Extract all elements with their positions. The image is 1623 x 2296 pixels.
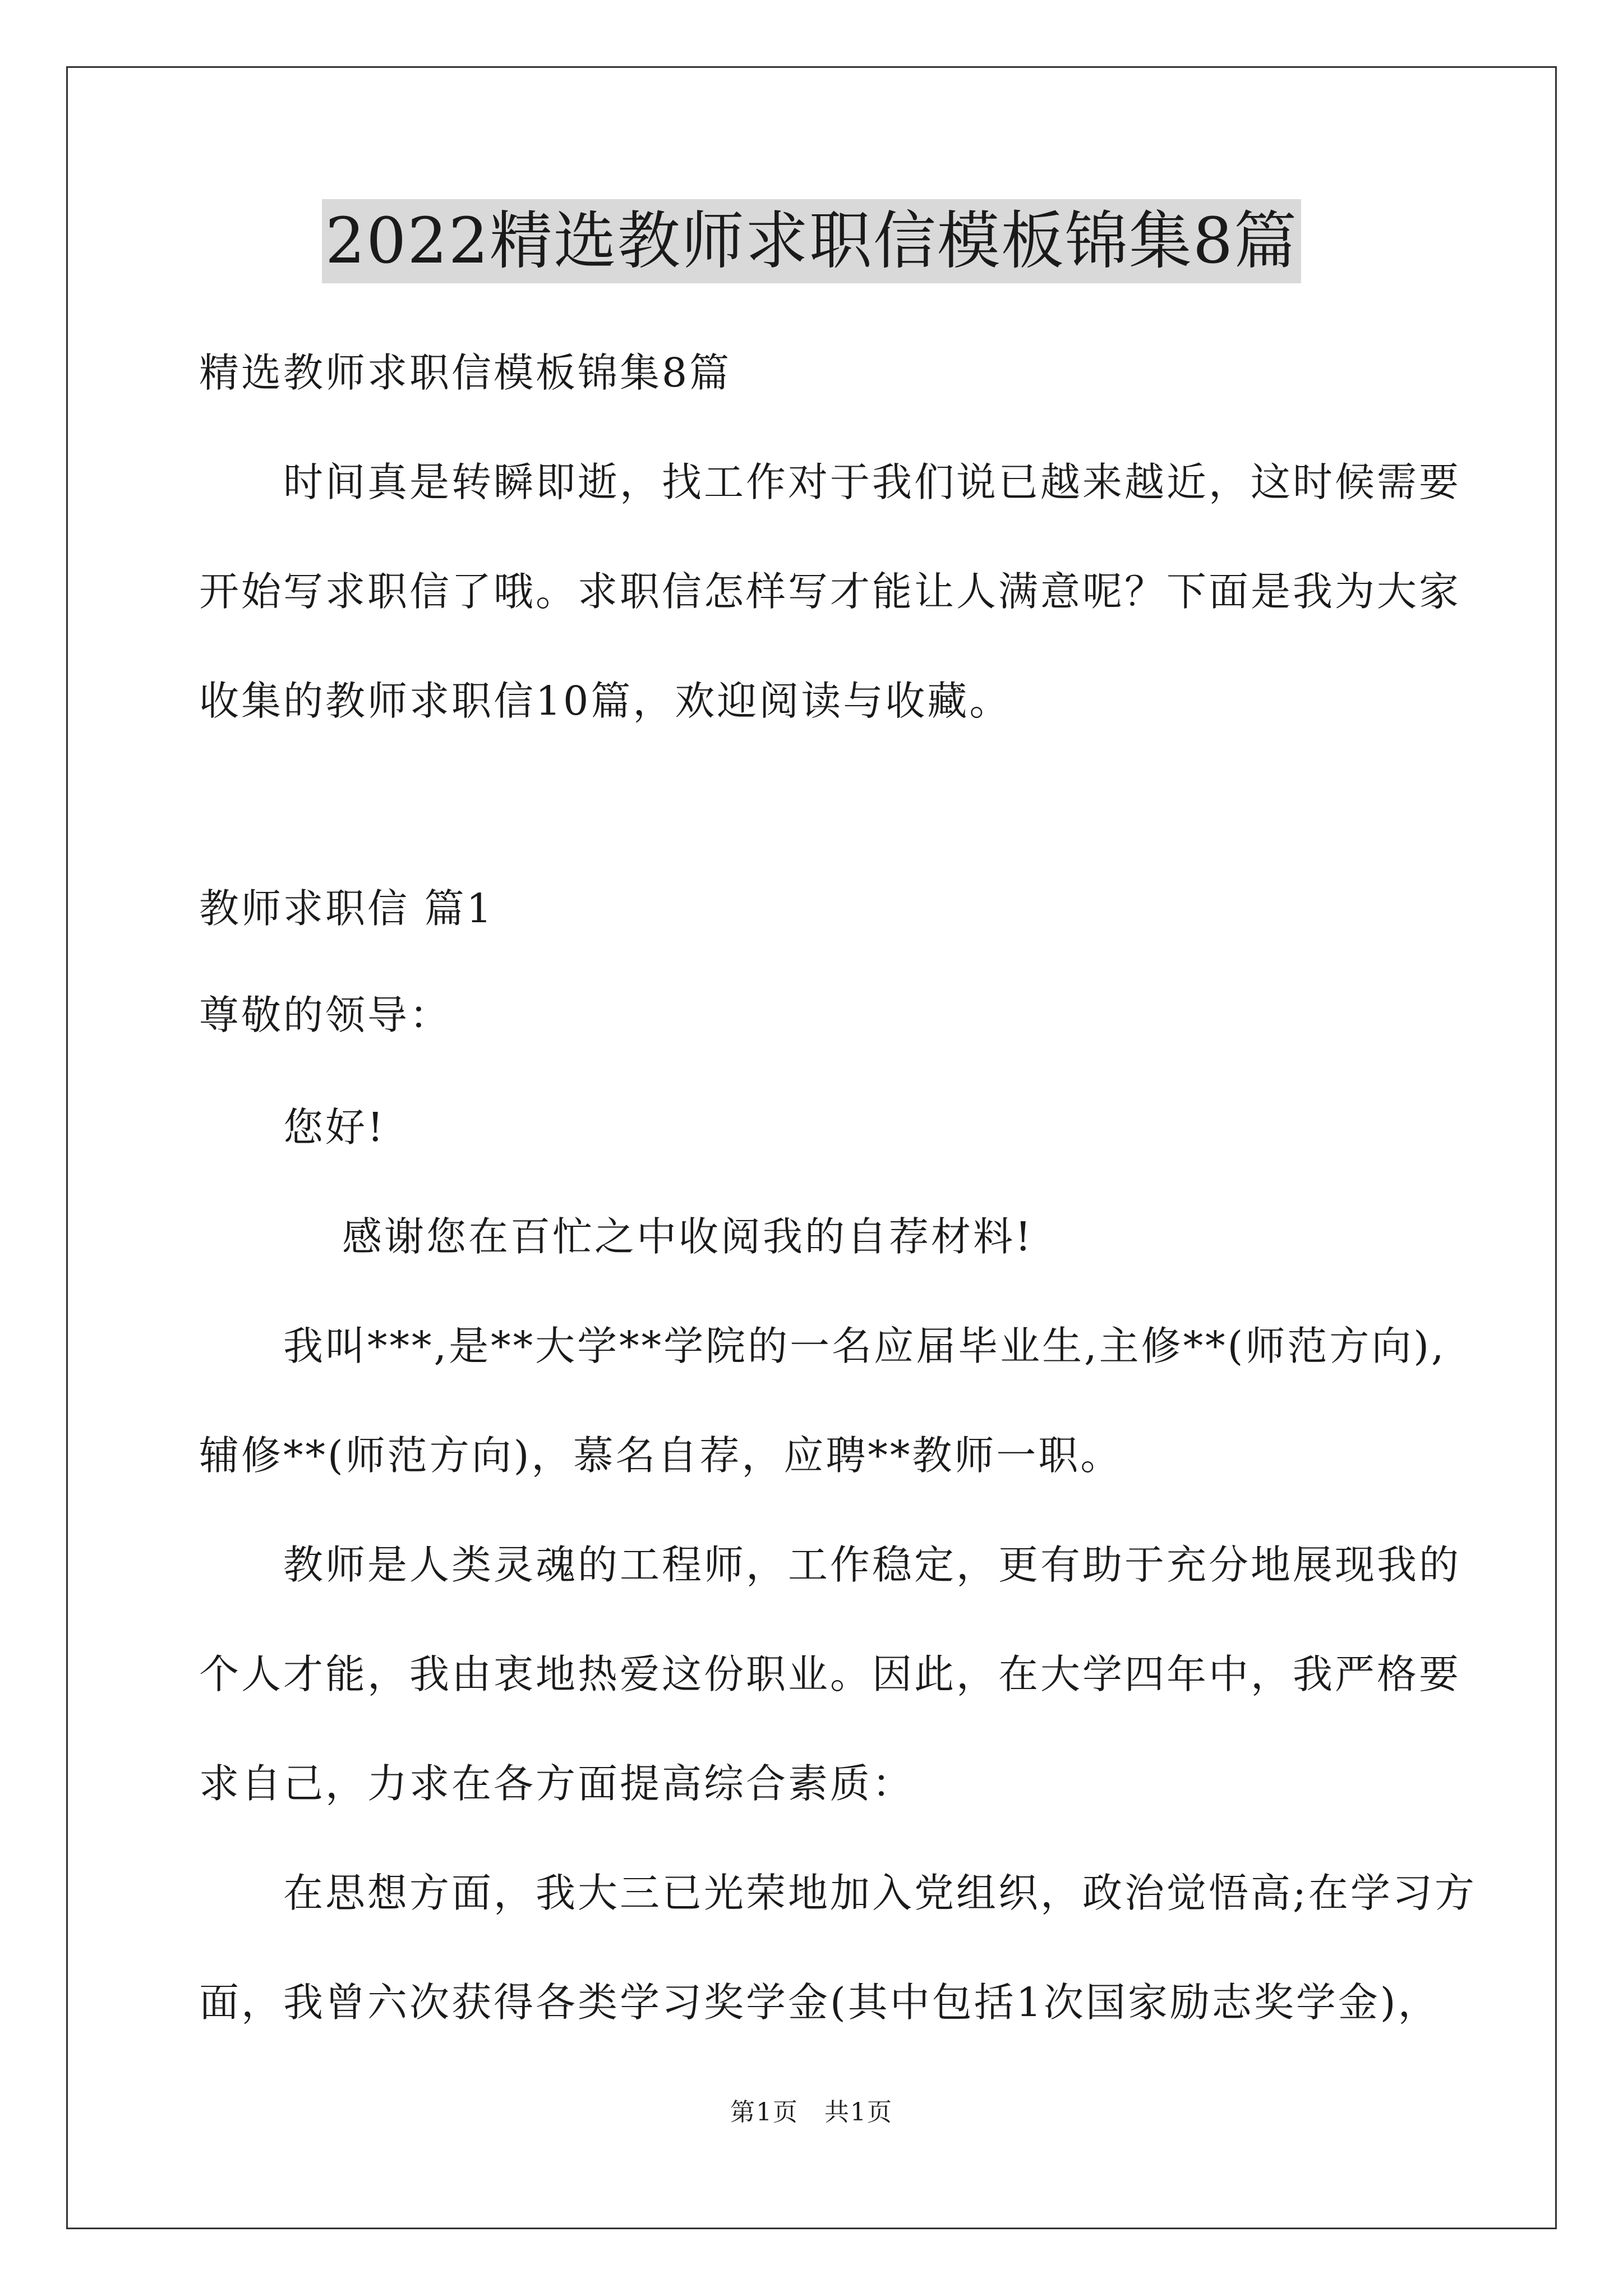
salutation: 尊敬的领导： bbox=[199, 992, 452, 1038]
paragraph-line: 教师是人类灵魂的工程师，工作稳定，更有助于充分地展现我的 bbox=[283, 1542, 1461, 1588]
page-number-footer: 第1页 共1页 bbox=[730, 2098, 893, 2127]
paragraph-line: 个人才能，我由衷地热爱这份职业。因此，在大学四年中，我严格要 bbox=[199, 1651, 1461, 1697]
paragraph-line: 求自己，力求在各方面提高综合素质： bbox=[199, 1760, 915, 1807]
paragraph-line: 开始写求职信了哦。求职信怎样写才能让人满意呢？下面是我为大家 bbox=[199, 568, 1461, 615]
paragraph-line: 时间真是转瞬即逝，找工作对于我们说已越来越近，这时候需要 bbox=[283, 459, 1461, 505]
paragraph-line: 我叫***,是**大学**学院的一名应届毕业生,主修**(师范方向), bbox=[283, 1323, 1446, 1369]
paragraph-line: 在思想方面，我大三已光荣地加入党组织，政治觉悟高;在学习方 bbox=[283, 1870, 1477, 1916]
paragraph-line: 收集的教师求职信10篇，欢迎阅读与收藏。 bbox=[199, 678, 1012, 724]
paragraph-line: 面，我曾六次获得各类学习奖学金(其中包括1次国家励志奖学金)， bbox=[199, 1979, 1440, 2026]
title-container bbox=[0, 199, 1623, 283]
paragraph-line: 感谢您在百忙之中收阅我的自荐材料! bbox=[342, 1213, 1034, 1260]
subtitle-line: 精选教师求职信模板锦集8篇 bbox=[199, 349, 732, 396]
section-heading: 教师求职信 篇1 bbox=[199, 885, 494, 932]
paragraph-line: 辅修**(师范方向)，慕名自荐，应聘**教师一职。 bbox=[199, 1432, 1123, 1479]
greeting: 您好! bbox=[283, 1104, 386, 1151]
document-title: 2022精选教师求职信模板锦集8篇 bbox=[322, 199, 1301, 283]
